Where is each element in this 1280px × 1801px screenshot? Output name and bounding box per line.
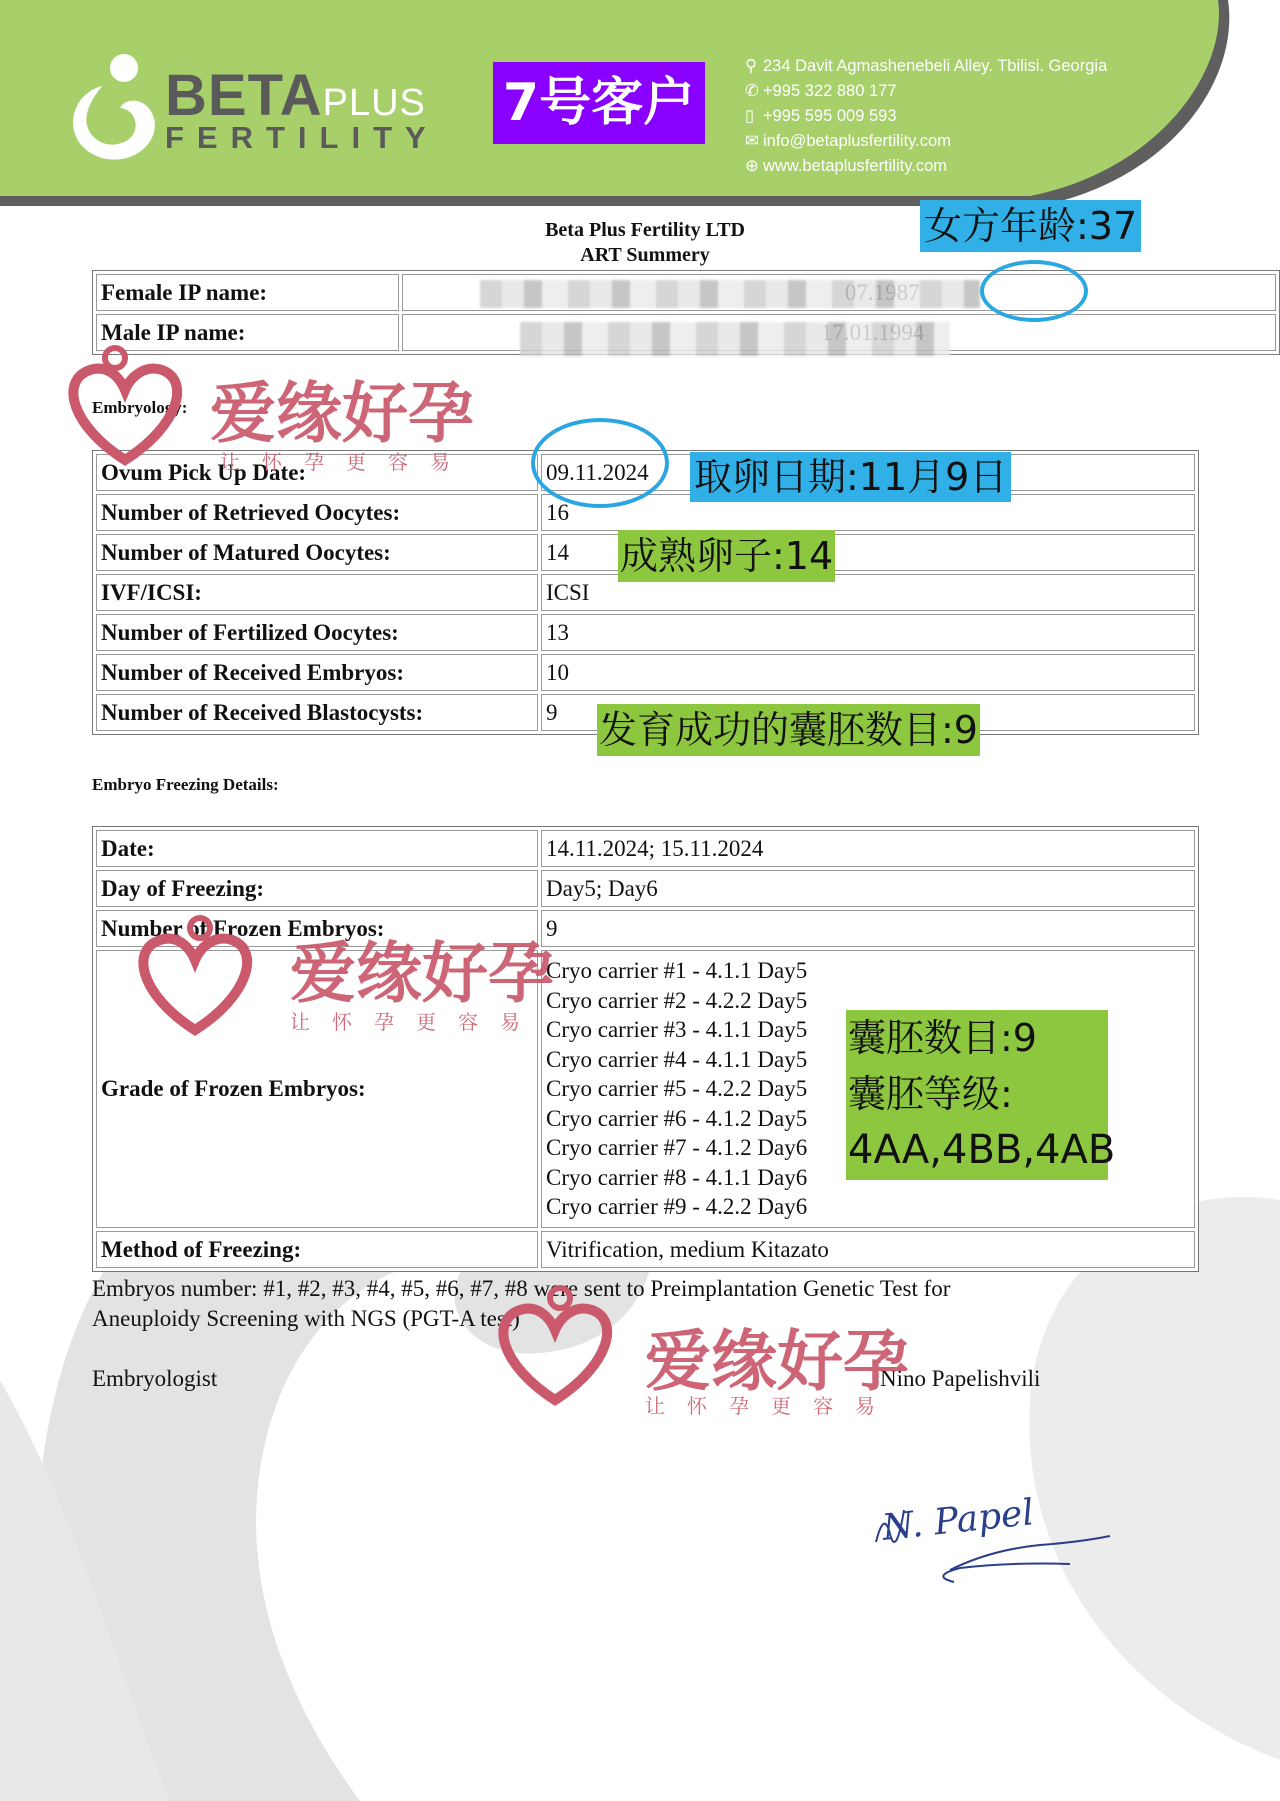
watermark-slogan: 让怀孕更容易 <box>645 1394 897 1418</box>
matured-annotation: 成熟卵子:14 <box>618 530 835 582</box>
table-row: Number of Frozen Embryos: 9 <box>96 910 1195 947</box>
beta-plus-logo-icon <box>62 50 162 165</box>
logo-plus: PLUS <box>322 82 426 124</box>
list-item: Cryo carrier #1 - 4.1.1 Day5 <box>546 958 808 984</box>
heart-logo-icon <box>490 1280 620 1410</box>
list-item: Cryo carrier #8 - 4.1.1 Day6 <box>546 1164 808 1190</box>
location-icon: ⚲ <box>745 57 758 75</box>
logo-beta: BETA <box>165 63 323 128</box>
embryologist-label: Embryologist <box>92 1366 218 1391</box>
client-tag: 7号客户 <box>493 62 705 144</box>
globe-icon: ⊕ <box>745 157 759 175</box>
contact-phone: ✆ +995 322 880 177 <box>745 79 1107 104</box>
table-row: Number of Received Blastocysts: 9 <box>96 694 1195 731</box>
table-row: IVF/ICSI: ICSI <box>96 574 1195 611</box>
heart-logo-icon <box>60 340 190 470</box>
pgt-note-line1: Embryos number: #1, #2, #3, #4, #5, #6, #7, #8 were sent to Preimplantation Genetic Test for <box>92 1276 951 1301</box>
table-row: Number of Received Embryos: 10 <box>96 654 1195 691</box>
list-item: Cryo carrier #4 - 4.1.1 Day5 <box>546 1046 808 1072</box>
list-item: Cryo carrier #6 - 4.1.2 Day5 <box>546 1105 808 1131</box>
watermark-title: 爱缘好孕 <box>645 1323 909 1400</box>
list-item: Cryo carrier #9 - 4.2.2 Day6 <box>546 1194 808 1220</box>
redacted-name-blur <box>520 322 950 356</box>
mail-icon: ✉ <box>745 132 759 150</box>
table-row: Day of Freezing: Day5; Day6 <box>96 870 1195 907</box>
heart-logo-icon <box>130 910 260 1040</box>
company-name: Beta Plus Fertility LTD <box>545 219 745 241</box>
table-row: Method of Freezing: Vitrification, medium Kitazato <box>96 1231 1195 1268</box>
list-item: Cryo carrier #3 - 4.1.1 Day5 <box>546 1017 808 1043</box>
watermark-slogan: 让怀孕更容易 <box>290 1010 542 1034</box>
table-row: Number of Matured Oocytes: 14 <box>96 534 1195 571</box>
highlight-circle <box>980 260 1088 322</box>
contact-mobile: ▯ +995 595 009 593 <box>745 104 1107 129</box>
table-row: Number of Retrieved Oocytes: 16 <box>96 494 1195 531</box>
female-ip-label: Female IP name: <box>96 274 399 311</box>
watermark-title: 爱缘好孕 <box>290 935 554 1012</box>
blast-grades-line: 4AA,4BB,4AB <box>848 1127 1116 1173</box>
table-row: Ovum Pick Up Date: 09.11.2024 <box>96 454 1195 491</box>
embryology-section-label: Embryology: <box>92 398 188 417</box>
logo-wordmark <box>165 62 426 129</box>
blastocyst-annotation: 发育成功的囊胚数目:9 <box>597 704 980 756</box>
table-row: Grade of Frozen Embryos: Cryo carrier #1 - 4.1.1 Day5 Cryo carrier #2 - 4.2.2 Day5 Cryo carrier #3 - 4.1.1 Day5 Cryo carrier #4 - 4.1.1 Day5 Cryo carrier #5 - 4.2.2 Day5 Cryo carrier #6 - 4.1.2 Day5 Cryo carrier #7 - 4.1.2 Day6 Cryo carrier #8 - 4.1.1 Day6 Cryo carrier #9 - 4.2.2 Day6 <box>96 950 1195 1228</box>
report-name: ART Summery <box>580 244 710 266</box>
embryologist-name: Nino Papelishvili <box>880 1366 1041 1391</box>
blast-count-line: 囊胚数目:9 <box>848 1016 1037 1060</box>
redacted-name-blur <box>480 280 980 308</box>
contact-block <box>745 54 1107 179</box>
highlight-circle <box>531 418 669 508</box>
table-row: Date: 14.11.2024; 15.11.2024 <box>96 830 1195 867</box>
contact-address: ⚲ 234 Davit Agmashenebeli Alley. Tbilisi. Georgia <box>745 54 1107 79</box>
freezing-section-label: Embryo Freezing Details: <box>92 775 279 794</box>
watermark-title: 爱缘好孕 <box>210 375 474 452</box>
blastocyst-grade-annotation <box>846 1010 1116 1180</box>
pgt-note-line2: Aneuploidy Screening with NGS (PGT-A test) <box>92 1306 520 1331</box>
mobile-icon: ▯ <box>745 107 755 125</box>
logo-fertility: FERTILITY <box>165 120 439 155</box>
contact-email: ✉ info@betaplusfertility.com <box>745 129 1107 154</box>
letterhead <box>0 0 1280 216</box>
contact-website: ⊕ www.betaplusfertility.com <box>745 154 1107 179</box>
pickup-date-annotation: 取卵日期:11月9日 <box>690 452 1011 502</box>
male-ip-label: Male IP name: <box>96 314 399 351</box>
female-age-annotation: 女方年龄:37 <box>920 200 1141 252</box>
signature-text: N. Papel <box>880 1492 1036 1549</box>
list-item: Cryo carrier #2 - 4.2.2 Day5 <box>546 987 808 1013</box>
watermark-slogan: 让怀孕更容易 <box>220 450 472 474</box>
list-item: Cryo carrier #7 - 4.1.2 Day6 <box>546 1135 808 1161</box>
table-row: Number of Fertilized Oocytes: 13 <box>96 614 1195 651</box>
blast-grade-label-line: 囊胚等级: <box>848 1072 1013 1116</box>
list-item: Cryo carrier #5 - 4.2.2 Day5 <box>546 1076 808 1102</box>
phone-icon: ✆ <box>745 82 759 100</box>
document-title <box>480 218 810 268</box>
